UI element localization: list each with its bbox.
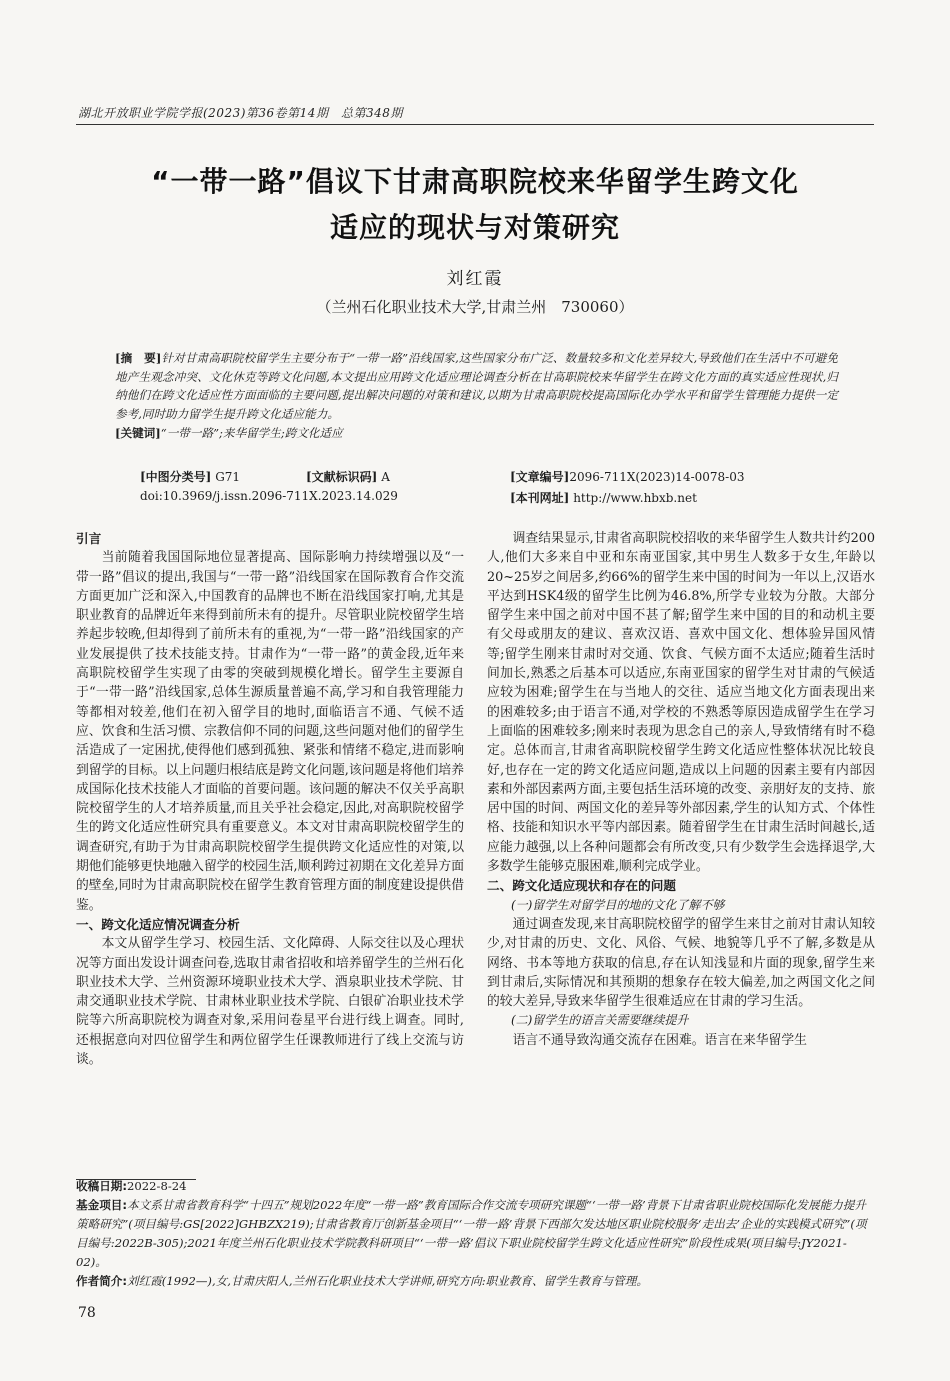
fund-info: 基金项目:本文系甘肃省教育科学“十四五”规划2022年度“一带一路”教育国际合作交流专项研究课题“‘一带一路’背景下甘肃省职业院校国际化发展能力提升策略研究”(项目编号:GS[2022]GHBZX219);甘肃省教育厅创新基金项目“‘一带一路’背景下西部欠发达地区职业院校服务‘走出去’企业的实践模式研究”(项目编号:2022B-305);2021年度兰州石化职业技术学院教科研项目“‘一带一路’倡议下职业院校留学生跨文化适应性研究”阶段性成果(项目编号:JY2021-02)。 <box>76 1198 867 1269</box>
right-column <box>487 529 875 1050</box>
left-column <box>76 529 464 1069</box>
intro-paragraph: 当前随着我国国际地位显著提高、国际影响力持续增强以及“一带一路”倡议的提出,我国与“一带一路”沿线国家在国际教育合作交流方面更加广泛和深入,中国教育的品牌也不断在沿线国家打响,尤其是职业教育的品牌近年来得到前所未有的提升。尽管职业院校留学生培养起步较晚,但却得到了前所未有的重视,为“一带一路”沿线国家的产业发展提供了技术技能支持。甘肃作为“一带一路”的黄金段,近年来高职院校留学生实现了由零的突破到规模化增长。留学生主要源自于“一带一路”沿线国家,总体生源质量普遍不高,学习和自我管理能力等都相对较差,他们在初入留学目的地时,面临语言不通、气候不适应、饮食和生活习惯、宗教信仰不同的问题,这些问题对他们的留学生活造成了一定困扰,使得他们感到孤独、紧张和情绪不稳定,进而影响到留学的目标。以上问题归根结底是跨文化问题,该问题是将他们培养成国际化技术技能人才面临的首要问题。该问题的解决不仅关乎高职院校留学生的人才培养质量,而且关乎社会稳定,因此,对高职院校留学生的跨文化适应性研究具有重要意义。本文对甘肃高职院校留学生的调查研究,有助于为甘肃高职院校留学生提供跨文化适应性的对策,以期他们能够更快地融入留学的校园生活,顺利跨过初期在文化差异方面的壁垒,同时为甘肃高职院校在留学生教育管理方面的制度建设提供借鉴。 <box>76 550 464 913</box>
section-2-heading: 二、跨文化适应现状和存在的问题 <box>487 878 676 894</box>
section-2-subheading-2: (二)留学生的语言关需要继续提升 <box>511 1013 689 1028</box>
abstract-text: 针对甘肃高职院校留学生主要分布于“一带一路”沿线国家,这些国家分布广泛、数量较多和文化差异较大,导致他们在生活中不可避免地产生观念冲突、文化休克等跨文化问题,本文提出应用跨文化适应理论调查分析在甘高职院校来华留学生在跨文化方面的真实适应性现状,归纳他们在跨文化适应性方面面临的主要问题,提出解决问题的对策和建议,以期为甘肃高职院校提高国际化办学水平和留学生管理能力提供一定参考,同时助力留学生提升跨文化适应能力。 <box>115 351 838 422</box>
keywords-text: “一带一路”;来华留学生;跨文化适应 <box>160 425 343 440</box>
journal-url-link[interactable]: http://www.hbxb.net <box>573 491 697 505</box>
section-2-paragraph-1: 通过调查发现,来甘高职院校留学的留学生来甘之前对甘肃认知较少,对甘肃的历史、文化、风俗、气候、地貌等几乎不了解,多数是从网络、书本等地方获取的信息,存在认知浅显和片面的现象,留学生来到甘肃后,实际情况和其预期的想象存在较大偏差,加之两国文化之间的较大差异,导致来华留学生很难适应在甘肃的学习生活。 <box>487 916 875 1010</box>
section-1-paragraph-1: 本文从留学生学习、校园生活、文化障碍、人际交往以及心理状况等方面出发设计调查问卷,选取甘肃省招收和培养留学生的兰州石化职业技术大学、兰州资源环境职业技术大学、酒泉职业技术学院、甘肃交通职业技术学院、甘肃林业职业技术学院、白银矿冶职业技术学院等六所高职院校为调查对象,采用问卷星平台进行线上调查。同时,还根据意向对四位留学生和两位留学生任课教师进行了线上交流与访谈。 <box>76 936 464 1068</box>
paper-title-line-2: 适应的现状与对策研究 <box>329 211 620 244</box>
doi: doi:10.3969/j.issn.2096-711X.2023.14.029 <box>140 489 398 503</box>
section-2-subheading-1: (一)留学生对留学目的地的文化了解不够 <box>511 897 725 912</box>
document-code: [文献标识码] A <box>306 470 390 484</box>
received-date: 收稿日期:2022-8-24 <box>76 1179 187 1193</box>
keywords-label: [关键词] <box>115 425 161 440</box>
intro-heading: 引言 <box>76 531 102 546</box>
paper-title-line-1: “一带一路”倡议下甘肃高职院校来华留学生跨文化 <box>151 165 799 198</box>
author-affiliation: （兰州石化职业技术大学,甘肃兰州 730060） <box>316 298 634 316</box>
section-1-heading: 一、跨文化适应情况调查分析 <box>76 916 240 932</box>
abstract-label: [摘 要] <box>115 351 162 365</box>
keywords <box>115 424 838 443</box>
journal-url: [本刊网址] http://www.hbxb.net <box>510 491 697 505</box>
clc-code: [中图分类号] G71 <box>140 470 241 484</box>
author-name: 刘红霞 <box>446 269 504 289</box>
header-rule <box>76 124 874 125</box>
section-1-paragraph-2: 调查结果显示,甘肃省高职院校招收的来华留学生人数共计约200人,他们大多来自中亚和东南亚国家,其中男生人数多于女生,年龄以20~25岁之间居多,约66%的留学生来中国的时间为一年以上,汉语水平达到HSK4级的留学生比例为46.8%,所学专业较为分散。大部分留学生来中国之前对中国不甚了解;留学生来中国的目的和动机主要有父母或朋友的建议、喜欢汉语、喜欢中国文化、想体验异国风情等;留学生刚来甘肃时对交通、饮食、气候方面不太适应;随着生活时间加长,熟悉之后基本可以适应,东南亚国家的留学生对甘肃的气候适应较为困难;留学生在与当地人的交往、适应当地文化方面表现出来的困难较多;由于语言不通,对学校的不熟悉等原因造成留学生在学习上面临的困难较多;刚来时表现为思念自己的亲人,导致情绪有时不稳定。总体而言,甘肃省高职院校留学生跨文化适应性整体状况比较良好,也存在一定的跨文化适应问题,造成以上问题的因素主要有内部因素和外部因素两方面,主要包括生活环境的改变、亲朋好友的支持、旅居中国的时间、两国文化的差异等外部因素,学生的认知方式、个体性格、技能和知识水平等内部因素。随着留学生在甘肃生活时间越长,适应能力越强,以上各种问题都会有所改变,只有少数学生会选择退学,大多数学生能够克服困难,顺利完成学业。 <box>487 531 875 875</box>
journal-header: 湖北开放职业学院学报(2023)第36卷第14期 总第348期 <box>78 106 403 120</box>
section-2-paragraph-2: 语言不通导致沟通交流存在困难。语言在来华留学生 <box>512 1032 807 1048</box>
abstract <box>115 349 838 424</box>
footnotes <box>76 1177 874 1291</box>
page-number: 78 <box>78 1305 96 1321</box>
article-number: [文章编号]2096-711X(2023)14-0078-03 <box>510 470 745 484</box>
abstract-block <box>115 349 838 443</box>
author-bio: 作者简介:刘红霞(1992—),女,甘肃庆阳人,兰州石化职业技术大学讲师,研究方向:职业教育、留学生教育与管理。 <box>76 1274 648 1288</box>
